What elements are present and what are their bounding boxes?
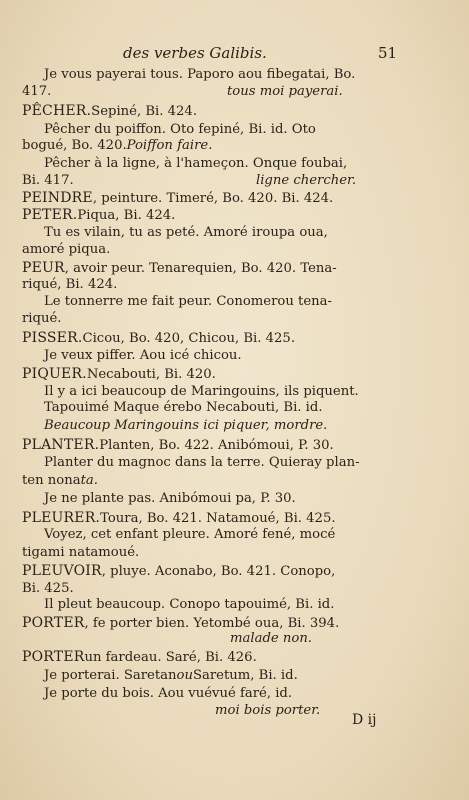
text-line bbox=[44, 294, 469, 310]
entry-headword: PISSER. bbox=[22, 330, 83, 346]
text-line bbox=[22, 207, 469, 224]
entry-headword: PLEURER. bbox=[22, 510, 101, 526]
text-segment: Cicou, Bo. 420, Chicou, Bi. 425. bbox=[82, 331, 296, 346]
text-line bbox=[22, 330, 469, 347]
entry-headword: PLEUVOIR bbox=[22, 563, 102, 579]
text-line bbox=[44, 225, 469, 241]
literal-gloss: ou bbox=[176, 668, 193, 683]
page-header bbox=[0, 44, 469, 64]
entry-headword: PLANTER. bbox=[22, 437, 100, 453]
text-line bbox=[44, 400, 469, 416]
text-line bbox=[44, 527, 469, 543]
text-segment: , pluye. Aconabo, Bo. 421. Conopo, bbox=[101, 564, 336, 579]
text-segment: , avoir peur. Tenarequien, Bo. 420. Tena- bbox=[64, 261, 337, 276]
text-segment: bogué, Bo. 420. bbox=[22, 138, 127, 153]
text-line bbox=[44, 122, 469, 138]
text-line bbox=[215, 703, 469, 719]
text-segment: Pêcher du poiffon. Oto fepiné, Bi. id. Oto bbox=[44, 122, 316, 137]
text-segment: riqué, Bi. 424. bbox=[22, 277, 118, 292]
text-segment: Bi. 417. bbox=[22, 173, 74, 188]
text-line bbox=[22, 366, 469, 383]
text-segment: amoré piqua. bbox=[22, 242, 111, 257]
text-line bbox=[22, 138, 469, 154]
text-line bbox=[22, 277, 469, 293]
text-segment: Je veux piffer. Aou icé chicou. bbox=[44, 348, 242, 363]
text-line bbox=[22, 581, 469, 597]
literal-gloss: ligne chercher. bbox=[256, 173, 357, 188]
text-line bbox=[22, 615, 469, 632]
literal-gloss: moi bois porter. bbox=[215, 703, 321, 718]
text-line bbox=[44, 418, 469, 434]
text-line bbox=[230, 631, 469, 647]
text-segment: , peinture. Timeré, Bo. 420. Bi. 424. bbox=[92, 191, 334, 206]
text-line bbox=[44, 156, 469, 172]
text-segment: Je ne plante pas. Anibómoui pa, P. 30. bbox=[44, 491, 296, 506]
text-line bbox=[22, 260, 469, 277]
text-line bbox=[44, 491, 469, 507]
text-segment: ten nona bbox=[22, 473, 81, 488]
text-line bbox=[22, 311, 469, 327]
text-segment: Planter du magnoc dans la terre. Quieray plan- bbox=[44, 455, 360, 470]
text-line bbox=[44, 455, 469, 471]
text-segment: Sepiné, Bi. 424. bbox=[91, 104, 198, 119]
text-segment: riqué. bbox=[22, 311, 62, 326]
entry-headword: PEINDRE bbox=[22, 190, 93, 206]
entry-headword: PEUR bbox=[22, 260, 65, 276]
entry-headword: PIQUER. bbox=[22, 366, 87, 382]
entry-headword: PORTER bbox=[22, 615, 85, 631]
text-segment: Bi. 425. bbox=[22, 581, 74, 596]
text-line bbox=[22, 510, 469, 527]
text-line bbox=[22, 649, 469, 666]
text-segment: Je porte du bois. Aou vuévué faré, id. bbox=[44, 686, 293, 701]
text-line bbox=[44, 384, 469, 400]
text-segment: Toura, Bo. 421. Natamoué, Bi. 425. bbox=[100, 511, 336, 526]
entry-headword: PETER. bbox=[22, 207, 78, 223]
text-segment: Saretum, Bi. id. bbox=[192, 668, 298, 683]
text-segment: Le tonnerre me fait peur. Conomerou tena- bbox=[44, 294, 332, 309]
text-line bbox=[44, 686, 469, 702]
literal-gloss: Beaucoup Maringouins ici piquer, mordre. bbox=[44, 418, 328, 433]
text-line bbox=[22, 545, 469, 561]
text-line bbox=[44, 597, 469, 613]
text-line bbox=[22, 473, 469, 489]
text-line bbox=[22, 242, 469, 258]
text-segment: Pêcher à la ligne, à l'hameçon. Onque foubai, bbox=[44, 156, 348, 171]
text-segment: Tu es vilain, tu as peté. Amoré iroupa oua, bbox=[44, 225, 328, 240]
text-segment: Piqua, Bi. 424. bbox=[77, 208, 176, 223]
text-line bbox=[22, 190, 469, 207]
literal-gloss: malade non. bbox=[230, 631, 313, 646]
text-line bbox=[22, 563, 469, 580]
text-line bbox=[44, 67, 469, 83]
text-segment: tigami natamoué. bbox=[22, 545, 140, 560]
text-segment: Tapouimé Maque érebo Necabouti, Bi. id. bbox=[44, 400, 323, 415]
text-segment: Je porterai. Saretan bbox=[44, 668, 177, 683]
text-segment: Il pleut beaucoup. Conopo tapouimé, Bi. id. bbox=[44, 597, 335, 612]
text-segment: Je vous payerai tous. Paporo aou fibegatai, Bo. bbox=[44, 67, 356, 82]
text-line bbox=[44, 668, 469, 684]
text-line bbox=[22, 103, 469, 120]
literal-gloss: ta. bbox=[80, 473, 98, 488]
literal-gloss: tous moi payerai. bbox=[227, 84, 343, 99]
text-line bbox=[22, 84, 469, 100]
text-segment: Voyez, cet enfant pleure. Amoré fené, mocé bbox=[44, 527, 336, 542]
text-segment: , fe porter bien. Yetombé oua, Bi. 394. bbox=[84, 616, 340, 631]
running-title: des verbes Galibis. bbox=[123, 44, 267, 62]
text-segment: 417. bbox=[22, 84, 52, 99]
literal-gloss: Poiffon faire. bbox=[126, 138, 213, 153]
entry-headword: PÊCHER. bbox=[22, 103, 92, 119]
signature-mark: D ij bbox=[352, 712, 377, 728]
entry-headword: PORTER bbox=[22, 649, 85, 665]
text-line bbox=[44, 348, 469, 364]
text-segment: un fardeau. Saré, Bi. 426. bbox=[84, 650, 257, 665]
text-segment: Planten, Bo. 422. Anibómoui, P. 30. bbox=[99, 438, 334, 453]
text-segment: Necabouti, Bi. 420. bbox=[86, 367, 216, 382]
text-line bbox=[22, 437, 469, 454]
text-line bbox=[22, 173, 469, 189]
page-number: 51 bbox=[378, 44, 398, 62]
text-segment: Il y a ici beaucoup de Maringouins, ils piquent. bbox=[44, 384, 359, 399]
